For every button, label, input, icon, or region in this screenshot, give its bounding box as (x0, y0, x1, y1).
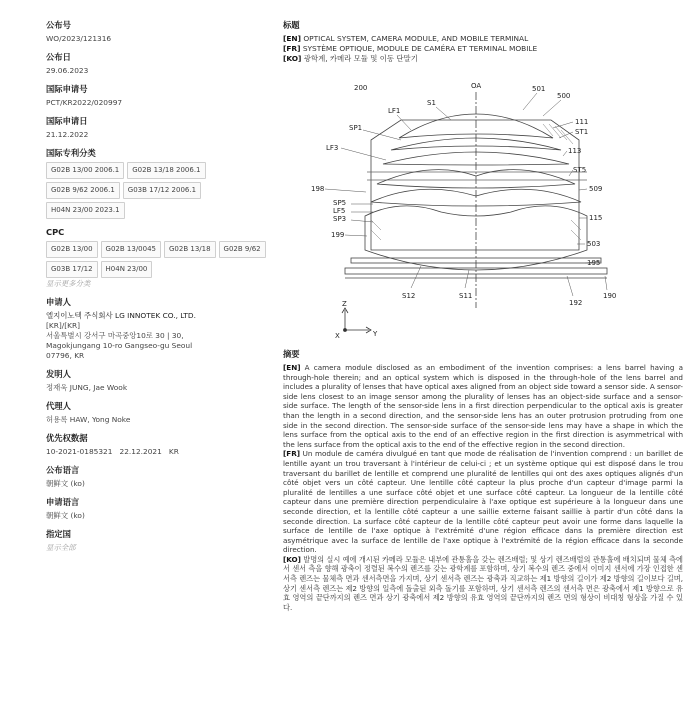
lang-tag-fr: [FR] (283, 449, 301, 459)
cpc-tag[interactable]: G02B 9/62 (219, 241, 266, 258)
priority-value: 10-2021-0185321 22.12.2021 KR (46, 447, 179, 456)
app-number-section (46, 84, 268, 108)
ref-500: 500 (557, 92, 571, 100)
applicant-label: 申请人 (46, 297, 71, 307)
ref-192: 192 (569, 299, 583, 307)
ipc-tag[interactable]: G03B 17/12 2006.1 (123, 182, 201, 199)
ref-sp1: SP1 (349, 124, 363, 132)
pub-lang-value: 朝鲜文 (ko) (46, 479, 85, 488)
cpc-tag[interactable]: G02B 13/0045 (101, 241, 161, 258)
ref-s11: S11 (459, 292, 473, 300)
ref-lf1: LF1 (388, 107, 401, 115)
pub-date-section (46, 52, 268, 76)
ref-sp3: SP3 (333, 215, 347, 223)
pub-date-value: 29.06.2023 (46, 66, 89, 75)
axis-z-label: Z (342, 300, 347, 308)
title-fr (283, 44, 683, 54)
show-all-link[interactable]: 显示全部 (46, 543, 76, 552)
agent-label: 代理人 (46, 401, 71, 411)
cpc-tag[interactable]: G02B 13/00 (46, 241, 98, 258)
pub-number-value: WO/2023/121316 (46, 34, 112, 43)
ref-199: 199 (331, 231, 345, 239)
priority-section (46, 433, 268, 457)
abstract-en-text: A camera module disclosed as an embodiment of the invention comprises: a lens barrel having a through-hole therein; and an optical system which is disposed in the through-hole of the lens barrel and includes a plurality of lenses that have optical axes aligned from an object side toward a sensor side. A sensor-side lens closest to an image sensor among the plurality of lenses has an object-side surface and a sensor-side surface. The length of the sensor-side lens in a first direction perpendicular to the optical axis is greater than the length in a second direction, and the sensor-side lens has an outer protrusion protruding from one side in the second direction. The sensor-side surface of the sensor-side lens may have a shape in which the lens surface from the optical axis to the end of an effective region in the first direction is asymmetrical with the lens surface from the optical axis to the end of the effective region in the second direction. (283, 363, 683, 449)
cpc-tag[interactable]: G03B 17/12 (46, 261, 98, 278)
ref-200: 200 (354, 84, 368, 92)
lang-tag-ko: [KO] (283, 554, 301, 564)
abstract-en (283, 363, 683, 449)
ipc-tag[interactable]: G02B 9/62 2006.1 (46, 182, 120, 199)
ref-lf5: LF5 (333, 207, 346, 215)
coordinate-axes (342, 308, 371, 333)
ref-oa: OA (471, 82, 482, 90)
ref-195: 195 (587, 259, 601, 267)
applicant-name: 엘지이노텍 주식회사 LG INNOTEK CO., LTD. (46, 311, 196, 320)
applicant-address-line: 서울특별시 강서구 마곡중앙10로 30 | 30, (46, 331, 184, 340)
ref-115: 115 (589, 214, 603, 222)
ref-lf3: LF3 (326, 144, 339, 152)
app-number-label: 国际申请号 (46, 84, 88, 94)
cpc-tag[interactable]: G02B 13/18 (164, 241, 216, 258)
inventor-value: 정재욱 JUNG, Jae Wook (46, 383, 128, 392)
lens-module-drawing (311, 80, 656, 340)
ref-111: 111 (575, 118, 589, 126)
inventor-section (46, 369, 268, 393)
title-en-text: OPTICAL SYSTEM, CAMERA MODULE, AND MOBILE TERMINAL (301, 34, 529, 43)
cpc-tags (46, 241, 268, 278)
abstract-ko (283, 555, 683, 613)
cpc-label: CPC (46, 227, 65, 237)
pub-lang-label: 公布语言 (46, 465, 80, 475)
applicant-value (46, 311, 268, 361)
designated-section (46, 529, 268, 553)
lang-tag-en: [EN] (283, 363, 301, 372)
applicant-country: [KR]/[KR] (46, 321, 80, 330)
title-fr-text: SYSTÈME OPTIQUE, MODULE DE CAMÉRA ET TERMINAL MOBILE (300, 44, 538, 53)
title-ko (283, 54, 683, 64)
agent-section (46, 401, 268, 425)
ipc-tag[interactable]: H04N 23/00 2023.1 (46, 202, 125, 219)
title-ko-text: 광학계, 카메라 모듈 및 이동 단말기 (301, 54, 418, 63)
abstract-section (283, 349, 683, 612)
ipc-tag[interactable]: G02B 13/18 2006.1 (127, 162, 205, 179)
pub-date-label: 公布日 (46, 52, 71, 62)
ref-190: 190 (603, 292, 617, 300)
app-lang-value: 朝鲜文 (ko) (46, 511, 85, 520)
show-more-classifications-link[interactable]: 显示更多分类 (46, 279, 91, 288)
ref-509: 509 (589, 185, 603, 193)
lang-tag-en: [EN] (283, 34, 301, 43)
ipc-tag[interactable]: G02B 13/00 2006.1 (46, 162, 124, 179)
applicant-address-line: Magokjungang 10-ro Gangseo-gu Seoul (46, 341, 193, 350)
applicant-section (46, 297, 268, 361)
ref-s1: S1 (427, 99, 436, 107)
patent-drawing[interactable] (311, 80, 656, 340)
ref-s12: S12 (402, 292, 416, 300)
title-en (283, 34, 683, 44)
designated-label: 指定国 (46, 529, 71, 539)
abstract-fr (283, 449, 683, 555)
title-label: 标题 (283, 20, 300, 30)
app-lang-label: 申请语言 (46, 497, 80, 507)
app-date-section (46, 116, 268, 140)
leader-lines (325, 93, 607, 296)
ref-st1: ST1 (575, 128, 589, 136)
applicant-address-line: 07796, KR (46, 351, 85, 360)
ref-sp5: SP5 (333, 199, 347, 207)
bibliographic-panel (46, 20, 268, 561)
cpc-tag[interactable]: H04N 23/00 (101, 261, 153, 278)
lang-tag-fr: [FR] (283, 44, 301, 53)
priority-label: 优先权数据 (46, 433, 88, 443)
pub-number-label: 公布号 (46, 20, 71, 30)
abstract-label: 摘要 (283, 349, 300, 359)
axis-y-label: Y (373, 330, 378, 338)
app-lang-section (46, 497, 268, 521)
abstract-ko-text: 발명의 실시 예에 개시된 카메라 모듈은 내부에 관통홀을 갖는 렌즈배럴; 및 상기 렌즈배럴의 관통홀에 배치되며 물체 측에서 센서 측을 향해 광축이 정렬된 복수의 렌즈를 갖는 광학계를 포함하며, 상기 복수의 렌즈 중에서 이미지 센서에 가장 인접한 센서측 렌즈는 물체측 면과 센서측면을 가지며, 상기 센서측 렌즈는 광축과 직교하는 제1 방향의 길이가 제2 방향의 길이보다 길며, 상기 센서측 렌즈는 제2 방향의 일측에 돌출된 외측 돌기를 포함하며, 상기 센서측 렌즈의 센서측 면은 광축에서 제1 방향으로 유효 영역의 끝단까지의 렌즈 면과 상기 광축에서 제2 방향의 유효 영역의 끝단까지의 렌즈 면의 형상이 비대칭 형상을 가질 수 있다. (283, 554, 683, 612)
pub-number-section (46, 20, 268, 44)
ref-198: 198 (311, 185, 325, 193)
app-date-value: 21.12.2022 (46, 130, 89, 139)
ref-113: 113 (568, 147, 582, 155)
ref-503: 503 (587, 240, 601, 248)
pub-lang-section (46, 465, 268, 489)
inventor-label: 发明人 (46, 369, 71, 379)
main-panel (283, 20, 683, 612)
lang-tag-ko: [KO] (283, 54, 302, 63)
cpc-section (46, 227, 268, 289)
agent-value: 허용록 HAW, Yong Noke (46, 415, 131, 424)
abstract-fr-text: Un module de caméra divulgué en tant que mode de réalisation de l'invention comprend : un barillet de lentille ayant un trou traversant à l'intérieur de celui-ci ; et un système optique qui est disposé dans le trou traversant du barillet de lentille et comprend une pluralité de lentilles qui ont des axes optiques alignés d'un côté objet vers un côté capteur. Une lentille côté capteur la plus proche d'un capteur d'image parmi la pluralité de lentilles a une surface côté objet et une surface côté capteur. La longueur de la lentille côté capteur dans une première direction perpendiculaire à l'axe optique est supérieure à la longueur dans une seconde direction, et la lentille côté capteur a une saillie externe faisant saillie à partir d'un côté dans la seconde direction. La surface côté capteur de la lentille côté capteur peut avoir une forme dans laquelle la surface de lentille de l'axe optique à l'extrémité d'une région efficace dans la première direction est asymétrique avec la surface de lentille de l'axe optique à l'extrémité de la région efficace dans la seconde direction. (283, 449, 683, 555)
ref-st5: ST5 (573, 166, 587, 174)
ipc-label: 国际专利分类 (46, 148, 96, 158)
app-number-value: PCT/KR2022/020997 (46, 98, 123, 107)
app-date-label: 国际申请日 (46, 116, 88, 126)
ipc-tags (46, 162, 268, 219)
ipc-section (46, 148, 268, 219)
ref-501: 501 (532, 85, 546, 93)
axis-x-label: X (335, 332, 340, 340)
